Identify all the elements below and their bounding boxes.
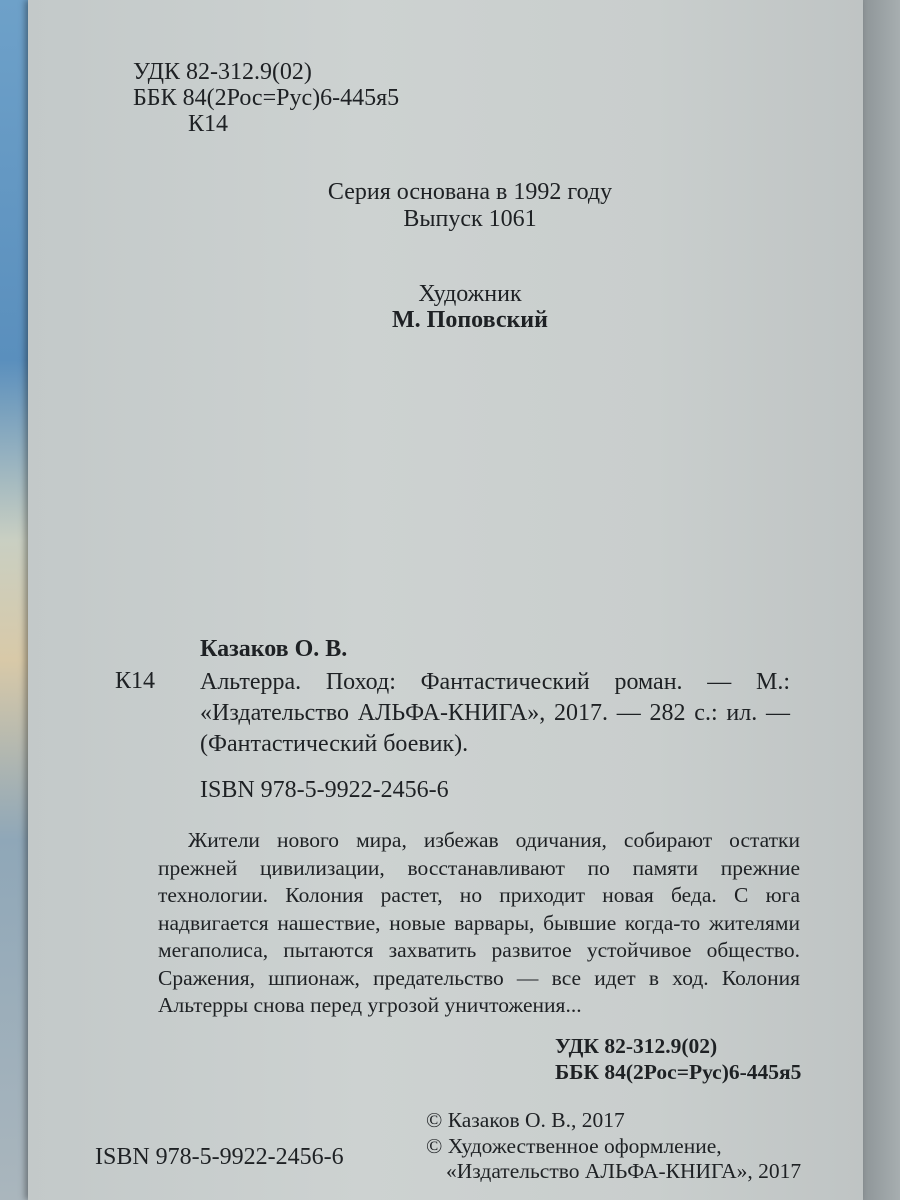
udk-code-top: УДК 82-312.9(02): [133, 59, 312, 85]
udk-code-bottom: УДК 82-312.9(02): [555, 1034, 718, 1058]
issue-number: Выпуск 1061: [403, 206, 537, 232]
copyright-design-line1: © Художественное оформление,: [426, 1134, 722, 1158]
artist-name: М. Поповский: [392, 307, 548, 333]
copyright-design-line2: «Издательство АЛЬФА-КНИГА», 2017: [446, 1159, 802, 1183]
bbk-code-top: ББК 84(2Рос=Рус)6-445я5: [133, 85, 400, 111]
author-name: Казаков О. В.: [200, 636, 348, 662]
book-description: Жители нового мира, избежав одичания, собирают остатки прежней цивилизации, восстанавливают по памяти прежние технологии. Колония растет, но приходит новая беда. С юга надвигается нашествие, новые варвары, бывшие когда-то жителями мегаполиса, пытаются захватить развитое устойчивое общество. Сражения, шпионаж, предательство — все идет в ход. Колония Альтерры снова перед угрозой уничтожения...: [158, 828, 800, 1017]
series-founded: Серия основана в 1992 году: [327, 179, 613, 205]
bibliographic-annotation: Альтерра. Поход: Фантастический роман. — М.: «Издательство АЛЬФА-КНИГА», 2017. — 282 с.: ил. — (Фантастический боевик).: [200, 669, 790, 757]
artist-label: Художник: [418, 281, 522, 307]
copyright-author: © Казаков О. В., 2017: [426, 1108, 625, 1132]
isbn-bottom: ISBN 978-5-9922-2456-6: [95, 1144, 344, 1170]
next-page-edge: [863, 0, 900, 1200]
bbk-code-bottom: ББК 84(2Рос=Рус)6-445я5: [555, 1060, 802, 1084]
isbn-middle: ISBN 978-5-9922-2456-6: [200, 777, 449, 803]
author-mark-left: К14: [115, 668, 156, 694]
author-mark-top: К14: [188, 111, 229, 137]
